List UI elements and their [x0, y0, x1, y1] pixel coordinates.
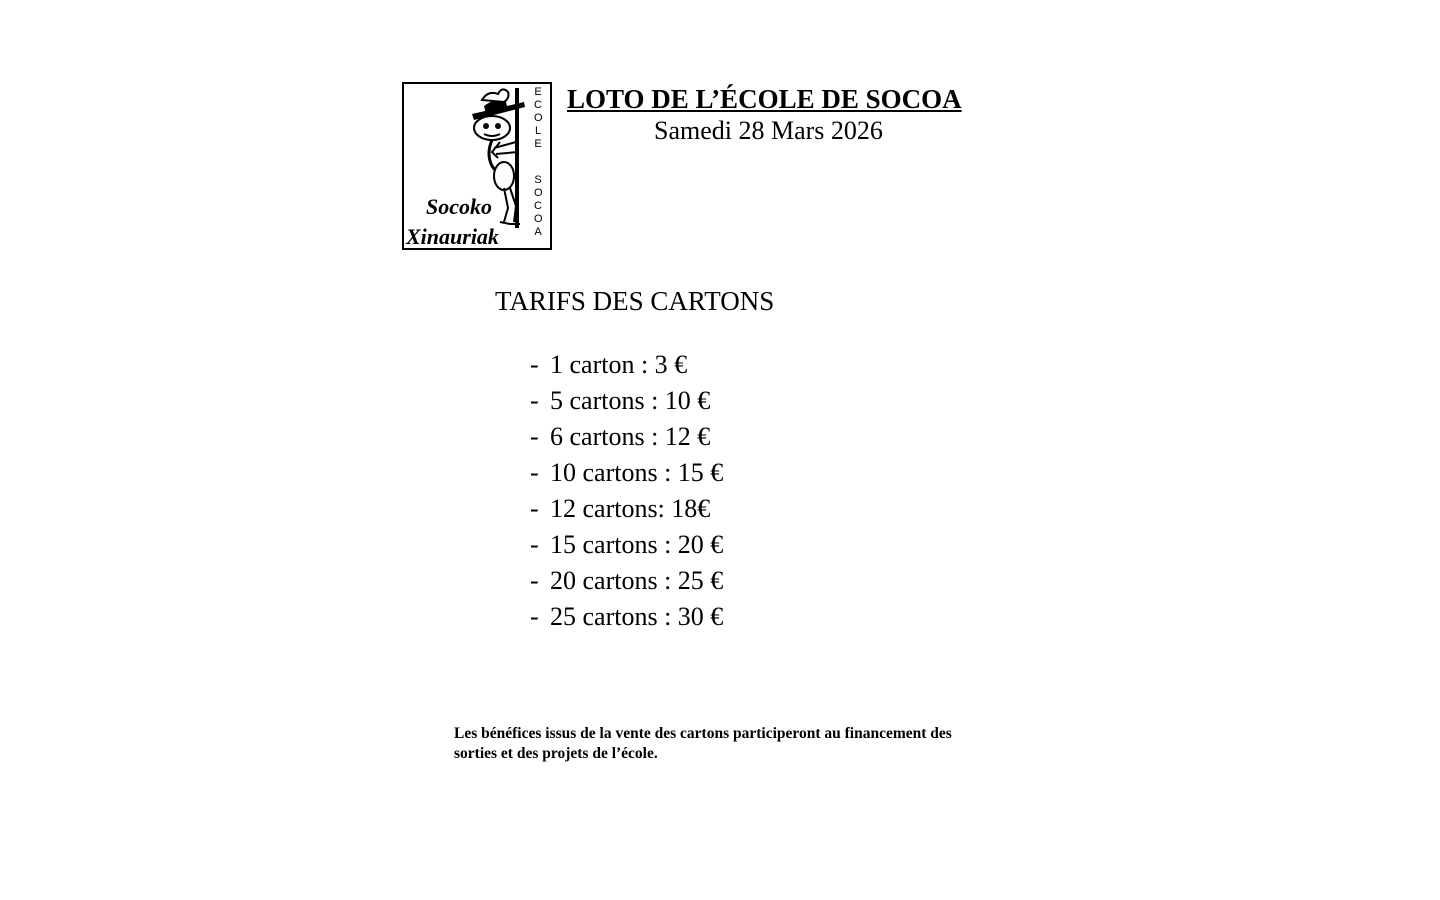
price-item	[530, 385, 723, 421]
price-list	[530, 349, 723, 637]
list-bullet: -	[530, 494, 539, 523]
school-logo	[402, 82, 552, 250]
price-item	[530, 565, 723, 601]
price-item	[530, 493, 723, 529]
price-item	[530, 529, 723, 565]
price-text: 6 cartons : 12 €	[550, 422, 711, 451]
logo-vertical-ecole: ECOLE	[534, 86, 543, 150]
price-text: 1 carton : 3 €	[550, 350, 688, 379]
list-bullet: -	[530, 350, 539, 379]
logo-name-line2: Xinauriak	[406, 224, 499, 249]
price-text: 15 cartons : 20 €	[550, 530, 724, 559]
price-text: 12 cartons: 18€	[550, 494, 711, 523]
price-item	[530, 349, 723, 385]
price-text: 25 cartons : 30 €	[550, 602, 724, 631]
list-bullet: -	[530, 458, 539, 487]
list-bullet: -	[530, 530, 539, 559]
list-bullet: -	[530, 566, 539, 595]
price-item	[530, 421, 723, 457]
tarifs-heading: TARIFS DES CARTONS	[495, 286, 775, 316]
price-text: 20 cartons : 25 €	[550, 566, 724, 595]
price-item	[530, 457, 723, 493]
logo-vertical-socoa: SOCOA	[534, 174, 543, 238]
list-bullet: -	[530, 422, 539, 451]
price-text: 5 cartons : 10 €	[550, 386, 711, 415]
footer-note: Les bénéfices issus de la vente des cartons participeront au financement des sorties et des projets de l’école.	[454, 725, 952, 762]
price-item	[530, 601, 723, 637]
list-bullet: -	[530, 386, 539, 415]
list-bullet: -	[530, 602, 539, 631]
event-date: Samedi 28 Mars 2026	[654, 116, 883, 145]
logo-name-line1: Socoko	[426, 194, 492, 219]
page-title: LOTO DE L’ÉCOLE DE SOCOA	[567, 84, 962, 114]
price-text: 10 cartons : 15 €	[550, 458, 724, 487]
